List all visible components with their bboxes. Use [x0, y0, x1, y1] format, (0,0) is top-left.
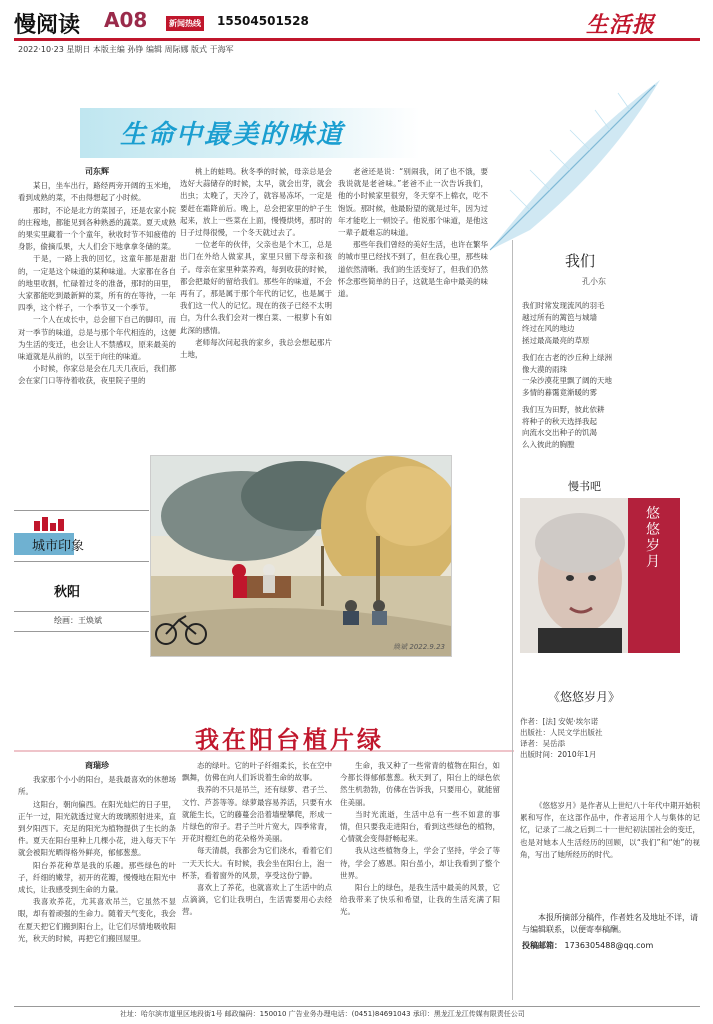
hotline-badge: 新闻热线: [166, 16, 204, 31]
feather-icon: [470, 60, 670, 260]
feature-title: 生命中最美的味道: [120, 120, 345, 150]
book-author: 作者：[法] 安妮·埃尔诺: [520, 717, 599, 726]
feature-column-1: [18, 166, 176, 388]
book-column-title: 慢书吧: [568, 480, 601, 493]
book-info: [520, 716, 700, 760]
paragraph: 那些年我们曾经的美好生活，也许在繁华的城市里已经找不到了，但在我心里，那些味道依然清晰。我们的生活变好了，但我们仍然怀念那些简单的日子，这就是生命中最美的味道。: [338, 240, 488, 299]
book-date: 出版时间：2010年1月: [520, 750, 597, 759]
feature-title-banner: [80, 108, 420, 158]
paragraph: 阳台养花种草是我的乐趣。那些绿色的叶子，纤细的嫩芽，初开的花瓣，慢慢地在阳光中成长，让我感受到生命的力量。: [18, 860, 176, 895]
poem-stanza: 我们在古老的沙丘种上绿洲 像大漠的雨珠 一朵沙漠花里飘了阔的天地 多情的暮霭竟渐暖的雾: [522, 353, 612, 397]
poem-body: [522, 300, 692, 456]
page-number: A08: [104, 8, 148, 32]
issue-meta: 2022·10·23 星期日 本版主编 孙铮 编辑 周际娜 版式 于海军: [18, 45, 234, 54]
paragraph: 《悠悠岁月》是作者从上世纪八十年代中期开始积累和写作，在这部作品中，作者运用个人与集体的记忆，记录了二战之后到二十一世纪初法国社会的变迁，也是对她本人生活经历的回顾，以“我们”和“她”的视角，写出了她所经历的时代。: [520, 801, 700, 859]
paragraph: 我家那个小小的阳台，是我最喜欢的休憩场所。: [18, 775, 176, 797]
poem-title: 我们: [565, 252, 596, 270]
paragraph: 生命，我又种了一些常青的植物在阳台，如今都长得郁郁葱葱。秋天到了，阳台上的绿色依然生机勃勃，仿佛在告诉我，只要用心，就能留住美丽。: [340, 761, 500, 807]
book-cover-image: [520, 498, 680, 653]
painting-credit: 绘画：王焕斌: [54, 616, 102, 625]
book-publisher: 出版社：人民文学出版社: [520, 728, 603, 737]
painting-name: 秋阳: [54, 585, 81, 600]
section-title: 慢阅读: [14, 12, 81, 38]
balcony-title: 我在阳台植片绿: [195, 725, 384, 754]
poem-author: 孔小东: [582, 277, 606, 286]
paragraph: 我喜欢养花，尤其喜欢吊兰，它虽然不显眼，却有着顽强的生命力。随着天气变化，我会在夏天把它们搬到阳台上，让它们尽情地吸收阳光，秋天的时候，再把它们搬回屋里。: [18, 897, 176, 943]
paragraph: 一位老年的伙伴，父亲也是个木工，总是出门在外给人做家具，家里只留下母亲和孩子。母亲在家里种菜养鸡，每到收获的时候，都会把最好的留给我们。那些年的味道，不会再有了，那是属于那个年代的记忆，也是属于我们这一代人的记忆。现在的孩子已经不太明白，为什么我们会对一棵白菜、一根萝卜有如此深的感情。: [180, 240, 332, 335]
balcony-author: 商瑞珍: [85, 761, 109, 770]
newspaper-logo: 生活报: [586, 12, 656, 38]
feature-author: 司东辉: [85, 167, 109, 176]
paragraph: 某日，坐车出行，路经两旁开阔的玉米地，看到成熟的菜，不由得想起了小时候。: [18, 181, 176, 203]
paragraph: 我从这些植物身上，学会了坚持，学会了等待，学会了感恩。阳台虽小，却让我看到了整个世界。: [340, 846, 500, 880]
header-divider: [14, 38, 700, 41]
notice-text: 本报所摘部分稿件，作者姓名及地址不详，请与编辑联系，以便寄奉稿酬。: [522, 913, 698, 934]
email-label: 投稿邮箱：: [522, 941, 562, 950]
painting-signature: 焕斌 2022.9.23: [393, 643, 445, 651]
painting-column-label: 城市印象: [32, 539, 85, 554]
contribution-notice: [522, 912, 702, 952]
paragraph: 态的绿叶。它的叶子纤细柔长，长在空中飘舞，仿佛在向人们诉说着生命的故事。: [182, 761, 332, 783]
city-skyline-icon: [32, 515, 72, 531]
painting-image: [150, 455, 452, 657]
poem-stanza: 我们互为田野，彼此依耕 将种子的秋天选择我起 向流水交出种子的饥渴 么入彼此的胸膛: [522, 405, 605, 449]
paragraph: 每天清晨，我都会为它们浇水，看着它们一天天长大。有时候，我会坐在阳台上，泡一杯茶，看着窗外的风景，享受这份宁静。: [182, 846, 332, 880]
paragraph: 喜欢上了养花，也就喜欢上了生活中的点点滴滴，它们让我明白，生活需要用心去经营。: [182, 883, 332, 917]
poem-stanza: 我们时常发现流风的羽毛 越过所有的篱笆与城墙 终过在风的地边 拯过最高最亮的草原: [522, 301, 605, 345]
paragraph: 我养的不只是吊兰，还有绿萝、君子兰、文竹、芦荟等等。绿萝最容易养活，只要有水就能生长，它的藤蔓会沿着墙壁攀爬，形成一片绿色的帘子。君子兰叶片宽大，四季常青，开花时橙红色的花朵格外美丽。: [182, 785, 332, 844]
paragraph: 一个人在成长中，总会留下自己的脚印，而对一季节的味道，总是与那个年代相连的，这便为生活的变迁，也会让人不禁感叹，原来最美的味道就是从前的，以至于向往的味道。: [18, 315, 176, 362]
paragraph: 这阳台，朝向偏西。在阳光灿烂的日子里，正午一过，阳光就透过宽大的玻璃照射进来，直到夕阳西下。充足的阳光为植物提供了生长的条件。夏天在阳台里种上几棵小花，进入每天下午就会被阳光晒得格外鲜亮，郁郁葱葱。: [18, 799, 176, 858]
paragraph: 老师每次问起我的家乡，我总会想起那片土地，: [180, 337, 332, 360]
book-name: 《悠悠岁月》: [548, 690, 621, 704]
balcony-column-2: [182, 760, 332, 919]
painting-caption-box: [14, 510, 149, 632]
paragraph: 于是，一路上我的回忆，这童年都是甜甜的，一定是这个味道的某种味道。大家都在各自的地里收割，忙碌着过冬的准备，那时的田里，大家都能吃到最新鲜的菜，所有的在等待，一年四季，这个样子，一个季节又一个季节。: [18, 254, 176, 313]
balcony-column-1: [18, 760, 176, 945]
paragraph: 阳台上的绿色，是我生活中最美的风景，它给我带来了快乐和希望，让我的生活充满了阳光。: [340, 883, 500, 917]
feature-column-3: [338, 166, 488, 300]
paragraph: 桃上的蛙鸣。秋冬季的时候，母亲总是会选好大蒜储存的时候，太早，就会出芽，就会出虫；太晚了，天冷了，就容易冻坏，一定是要赶在霜降前后。晚上，总会把家里的炉子生起来，放上一些菜在上面，慢慢烘烤，那时的日子过得很慢，一个冬天就过去了。: [180, 167, 332, 238]
paragraph: 小时候，你家总是会在几天几夜后，我们都会在家门口等待着收获，夜里院子里的: [18, 364, 176, 386]
footer-text: 社址：哈尔滨市道里区地段街1号 邮政编码：150010 广告业务办理电话：(0451)84691043 承印：黑龙江龙江传媒有限责任公司: [120, 1010, 525, 1018]
balcony-column-3: [340, 760, 500, 919]
book-translator: 译者：吴岳添: [520, 739, 565, 748]
book-description: [520, 800, 700, 861]
paragraph: 当时光流逝，生活中总有一些不如意的事情，但只要我走进阳台，看到这些绿色的植物，心情就会变得舒畅起来。: [340, 809, 500, 844]
book-cover-title: 悠悠岁月: [646, 506, 660, 570]
paragraph: 那时，不论是北方的菜园子，还是农家小院的庄稼地，都能见到各种熟悉的蔬菜。夏天成熟的果实里藏着一个个童年，秋收时节不知疲倦的身影，偷摘瓜果，大人们会下地拿拿冬储的菜。: [18, 205, 176, 252]
hotline-number: 15504501528: [217, 14, 309, 28]
footer-divider: [14, 1006, 700, 1007]
feature-column-2: [180, 166, 332, 361]
email-address[interactable]: 1736305488@qq.com: [564, 941, 654, 950]
paragraph: 老爸还是说：“别闹我，闭了也不饿，要我说就是老爸味。”老爸不止一次告诉我们，他的小时候家里很穷，冬天穿不上棉衣，吃不饱饭。那时候，他最盼望的就是过年，因为过年才能吃上一顿饺子。他说那个味道，是他这一辈子最难忘的味道。: [338, 167, 488, 238]
column-divider: [512, 240, 513, 1000]
